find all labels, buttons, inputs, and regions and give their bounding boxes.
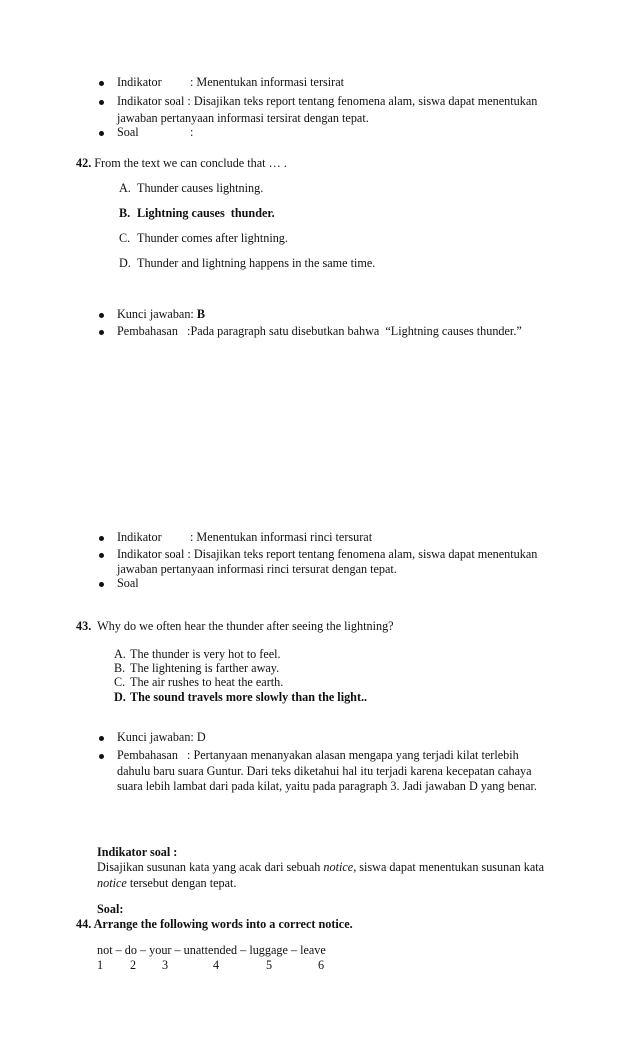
kunci-label: Kunci jawaban:: [117, 307, 197, 321]
notice-term: notice: [97, 876, 127, 890]
option-letter: C.: [119, 231, 131, 245]
bullet-icon: [99, 582, 104, 587]
bullet-icon: [99, 100, 104, 105]
indikator-soal-line2: jawaban pertanyaan informasi rinci tersurat dengan tepat.: [117, 562, 397, 576]
kunci-jawaban: Kunci jawaban: D: [117, 730, 206, 744]
bullet-icon: [99, 131, 104, 136]
option-text: The air rushes to heat the earth.: [130, 675, 284, 689]
kunci-value: B: [196, 307, 206, 321]
option-letter: D.: [114, 690, 126, 704]
soal-label: Soal: [117, 576, 139, 590]
question-number: 44.: [76, 917, 92, 931]
indikator-soal-desc-line1: [97, 860, 544, 875]
word-number: 2: [130, 958, 137, 972]
question-43: [76, 619, 394, 634]
option-text: Thunder comes after lightning.: [137, 231, 288, 245]
indikator-value: : Menentukan informasi tersirat: [190, 75, 344, 89]
option-d: [119, 256, 375, 271]
indikator-soal-line1: Indikator soal : Disajikan teks report tentang fenomena alam, siswa dapat menentukan: [117, 94, 538, 108]
option-d-correct: [114, 690, 367, 705]
option-letter: A.: [119, 181, 131, 195]
word-number: 3: [162, 958, 169, 972]
option-a: [114, 647, 281, 662]
kunci-jawaban: [117, 307, 205, 322]
bullet-icon: [99, 536, 104, 541]
bullet-icon: [99, 736, 104, 741]
desc-text: tersebut dengan tepat.: [126, 876, 237, 890]
word-number: 1: [97, 958, 104, 972]
word-number: 6: [318, 958, 325, 972]
bullet-icon: [99, 313, 104, 318]
indikator-label: Indikator: [117, 75, 162, 89]
question-text: From the text we can conclude that … .: [94, 156, 287, 170]
soal-heading: Soal:: [97, 902, 124, 916]
option-letter: B.: [114, 661, 126, 675]
indikator-soal-line2: jawaban pertanyaan informasi tersirat dengan tepat.: [117, 111, 369, 125]
option-letter: D.: [119, 256, 131, 270]
bullet-icon: [99, 754, 104, 759]
question-44: [76, 917, 353, 932]
question-42: [76, 156, 287, 171]
word-number: 4: [213, 958, 220, 972]
option-letter: C.: [114, 675, 126, 689]
option-b-correct: [119, 206, 275, 221]
option-letter: B.: [119, 206, 131, 220]
soal-colon: :: [190, 125, 194, 139]
indikator-value: : Menentukan informasi rinci tersurat: [190, 530, 373, 544]
indikator-label: Indikator: [117, 530, 162, 544]
option-text: Lightning causes thunder.: [137, 206, 275, 220]
question-number: 42.: [76, 156, 92, 170]
bullet-icon: [99, 330, 104, 335]
option-text: The lightening is farther away.: [130, 661, 280, 675]
option-letter: A.: [114, 647, 126, 661]
pembahasan-line3: suara lebih lambat dari pada kilat, yaitu pada paragraph 3. Jadi jawaban D yang benar.: [117, 779, 537, 793]
option-text: The thunder is very hot to feel.: [130, 647, 281, 661]
indikator-soal-desc-line2: [97, 876, 236, 891]
bullet-icon: [99, 553, 104, 558]
pembahasan-line1: Pembahasan : Pertanyaan menanyakan alasan mengapa yang terjadi kilat terlebih: [117, 748, 519, 762]
option-b: [114, 661, 279, 676]
option-text: The sound travels more slowly than the light..: [130, 690, 368, 704]
indikator-soal-heading: Indikator soal :: [97, 845, 178, 859]
option-text: Thunder and lightning happens in the same time.: [137, 256, 376, 270]
option-a: [119, 181, 263, 196]
question-number: 43.: [76, 619, 92, 633]
question-text: Arrange the following words into a correct notice.: [93, 917, 353, 931]
option-text: Thunder causes lightning.: [137, 181, 264, 195]
desc-text: Disajikan susunan kata yang acak dari sebuah: [97, 860, 324, 874]
bullet-icon: [99, 81, 104, 86]
pembahasan-line2: dahulu baru suara Guntur. Dari teks diketahui hal itu terjadi karena kecepatan cahaya: [117, 764, 532, 778]
soal-label: Soal: [117, 125, 139, 139]
option-c: [114, 675, 283, 690]
scrambled-words: not – do – your – unattended – luggage – leave: [97, 943, 326, 957]
desc-text: , siswa dapat menentukan susunan kata: [353, 860, 545, 874]
option-c: [119, 231, 288, 246]
notice-term: notice: [323, 860, 354, 874]
indikator-soal-line1: Indikator soal : Disajikan teks report tentang fenomena alam, siswa dapat menentukan: [117, 547, 538, 561]
word-number: 5: [266, 958, 273, 972]
pembahasan: Pembahasan :Pada paragraph satu disebutkan bahwa “Lightning causes thunder.”: [117, 324, 522, 338]
question-text: Why do we often hear the thunder after seeing the lightning?: [97, 619, 394, 633]
